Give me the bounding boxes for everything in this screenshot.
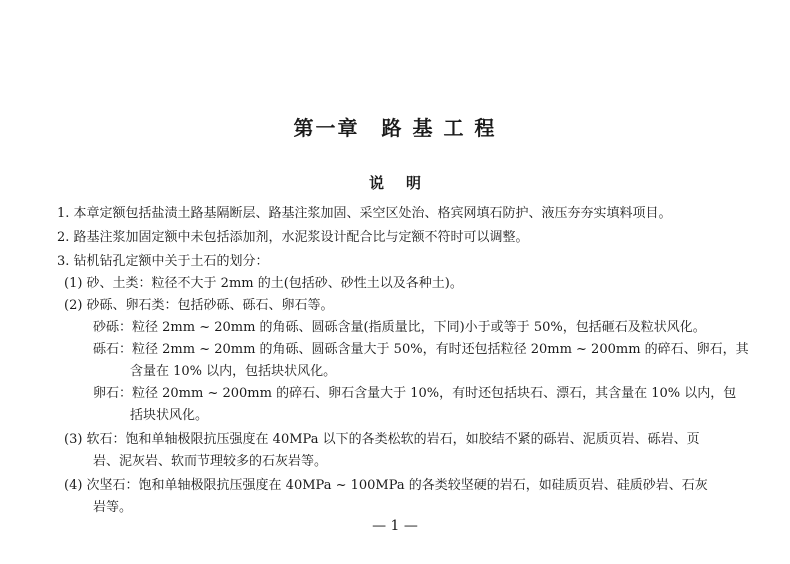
paragraph-line: 砂砾：粒径 2mm ~ 20mm 的角砾、圆砾含量(指质量比，下同)小于或等于 50%，包括砸石及粒状风化。 bbox=[93, 320, 706, 335]
paragraph-line: (2) 砂砾、卵石类：包括砂砾、砾石、卵石等。 bbox=[64, 298, 334, 313]
paragraph-line: 卵石：粒径 20mm ~ 200mm 的碎石、卵石含量大于 10%，有时还包括块石、漂石，其含量在 10% 以内，包 bbox=[93, 386, 737, 401]
paragraph-line: 2. 路基注浆加固定额中未包括添加剂，水泥浆设计配合比与定额不符时可以调整。 bbox=[57, 230, 529, 245]
paragraph-line: (4) 次坚石：饱和单轴极限抗压强度在 40MPa ~ 100MPa 的各类较坚硬的岩石，如硅质页岩、硅质砂岩、石灰 bbox=[64, 478, 708, 493]
paragraph-line: 3. 钻机钻孔定额中关于土石的划分： bbox=[57, 254, 269, 269]
page-number: — 1 — bbox=[372, 518, 418, 534]
paragraph-line: (3) 软石：饱和单轴极限抗压强度在 40MPa 以下的各类松软的岩石，如胶结不紧的砾岩、泥质页岩、砾岩、页 bbox=[64, 432, 700, 447]
paragraph-line: 1. 本章定额包括盐渍土路基隔断层、路基注浆加固、采空区处治、格宾网填石防护、液压夯夯实填料项目。 bbox=[57, 206, 672, 221]
paragraph-line: 岩等。 bbox=[93, 500, 133, 515]
paragraph-line: (1) 砂、土类：粒径不大于 2mm 的土(包括砂、砂性土以及各种土)。 bbox=[64, 276, 463, 291]
paragraph-line: 岩、泥灰岩、软而节理较多的石灰岩等。 bbox=[93, 454, 328, 469]
paragraph-line: 括块状风化。 bbox=[130, 408, 209, 423]
chapter-title: 第一章 路 基 工 程 bbox=[293, 116, 497, 140]
paragraph-line: 砾石：粒径 2mm ~ 20mm 的角砾、圆砾含量大于 50%，有时还包括粒径 20mm ~ 200mm 的碎石、卵石，其 bbox=[93, 342, 749, 357]
paragraph-line: 含量在 10% 以内，包括块状风化。 bbox=[130, 364, 337, 379]
section-title: 说明 bbox=[368, 174, 443, 192]
